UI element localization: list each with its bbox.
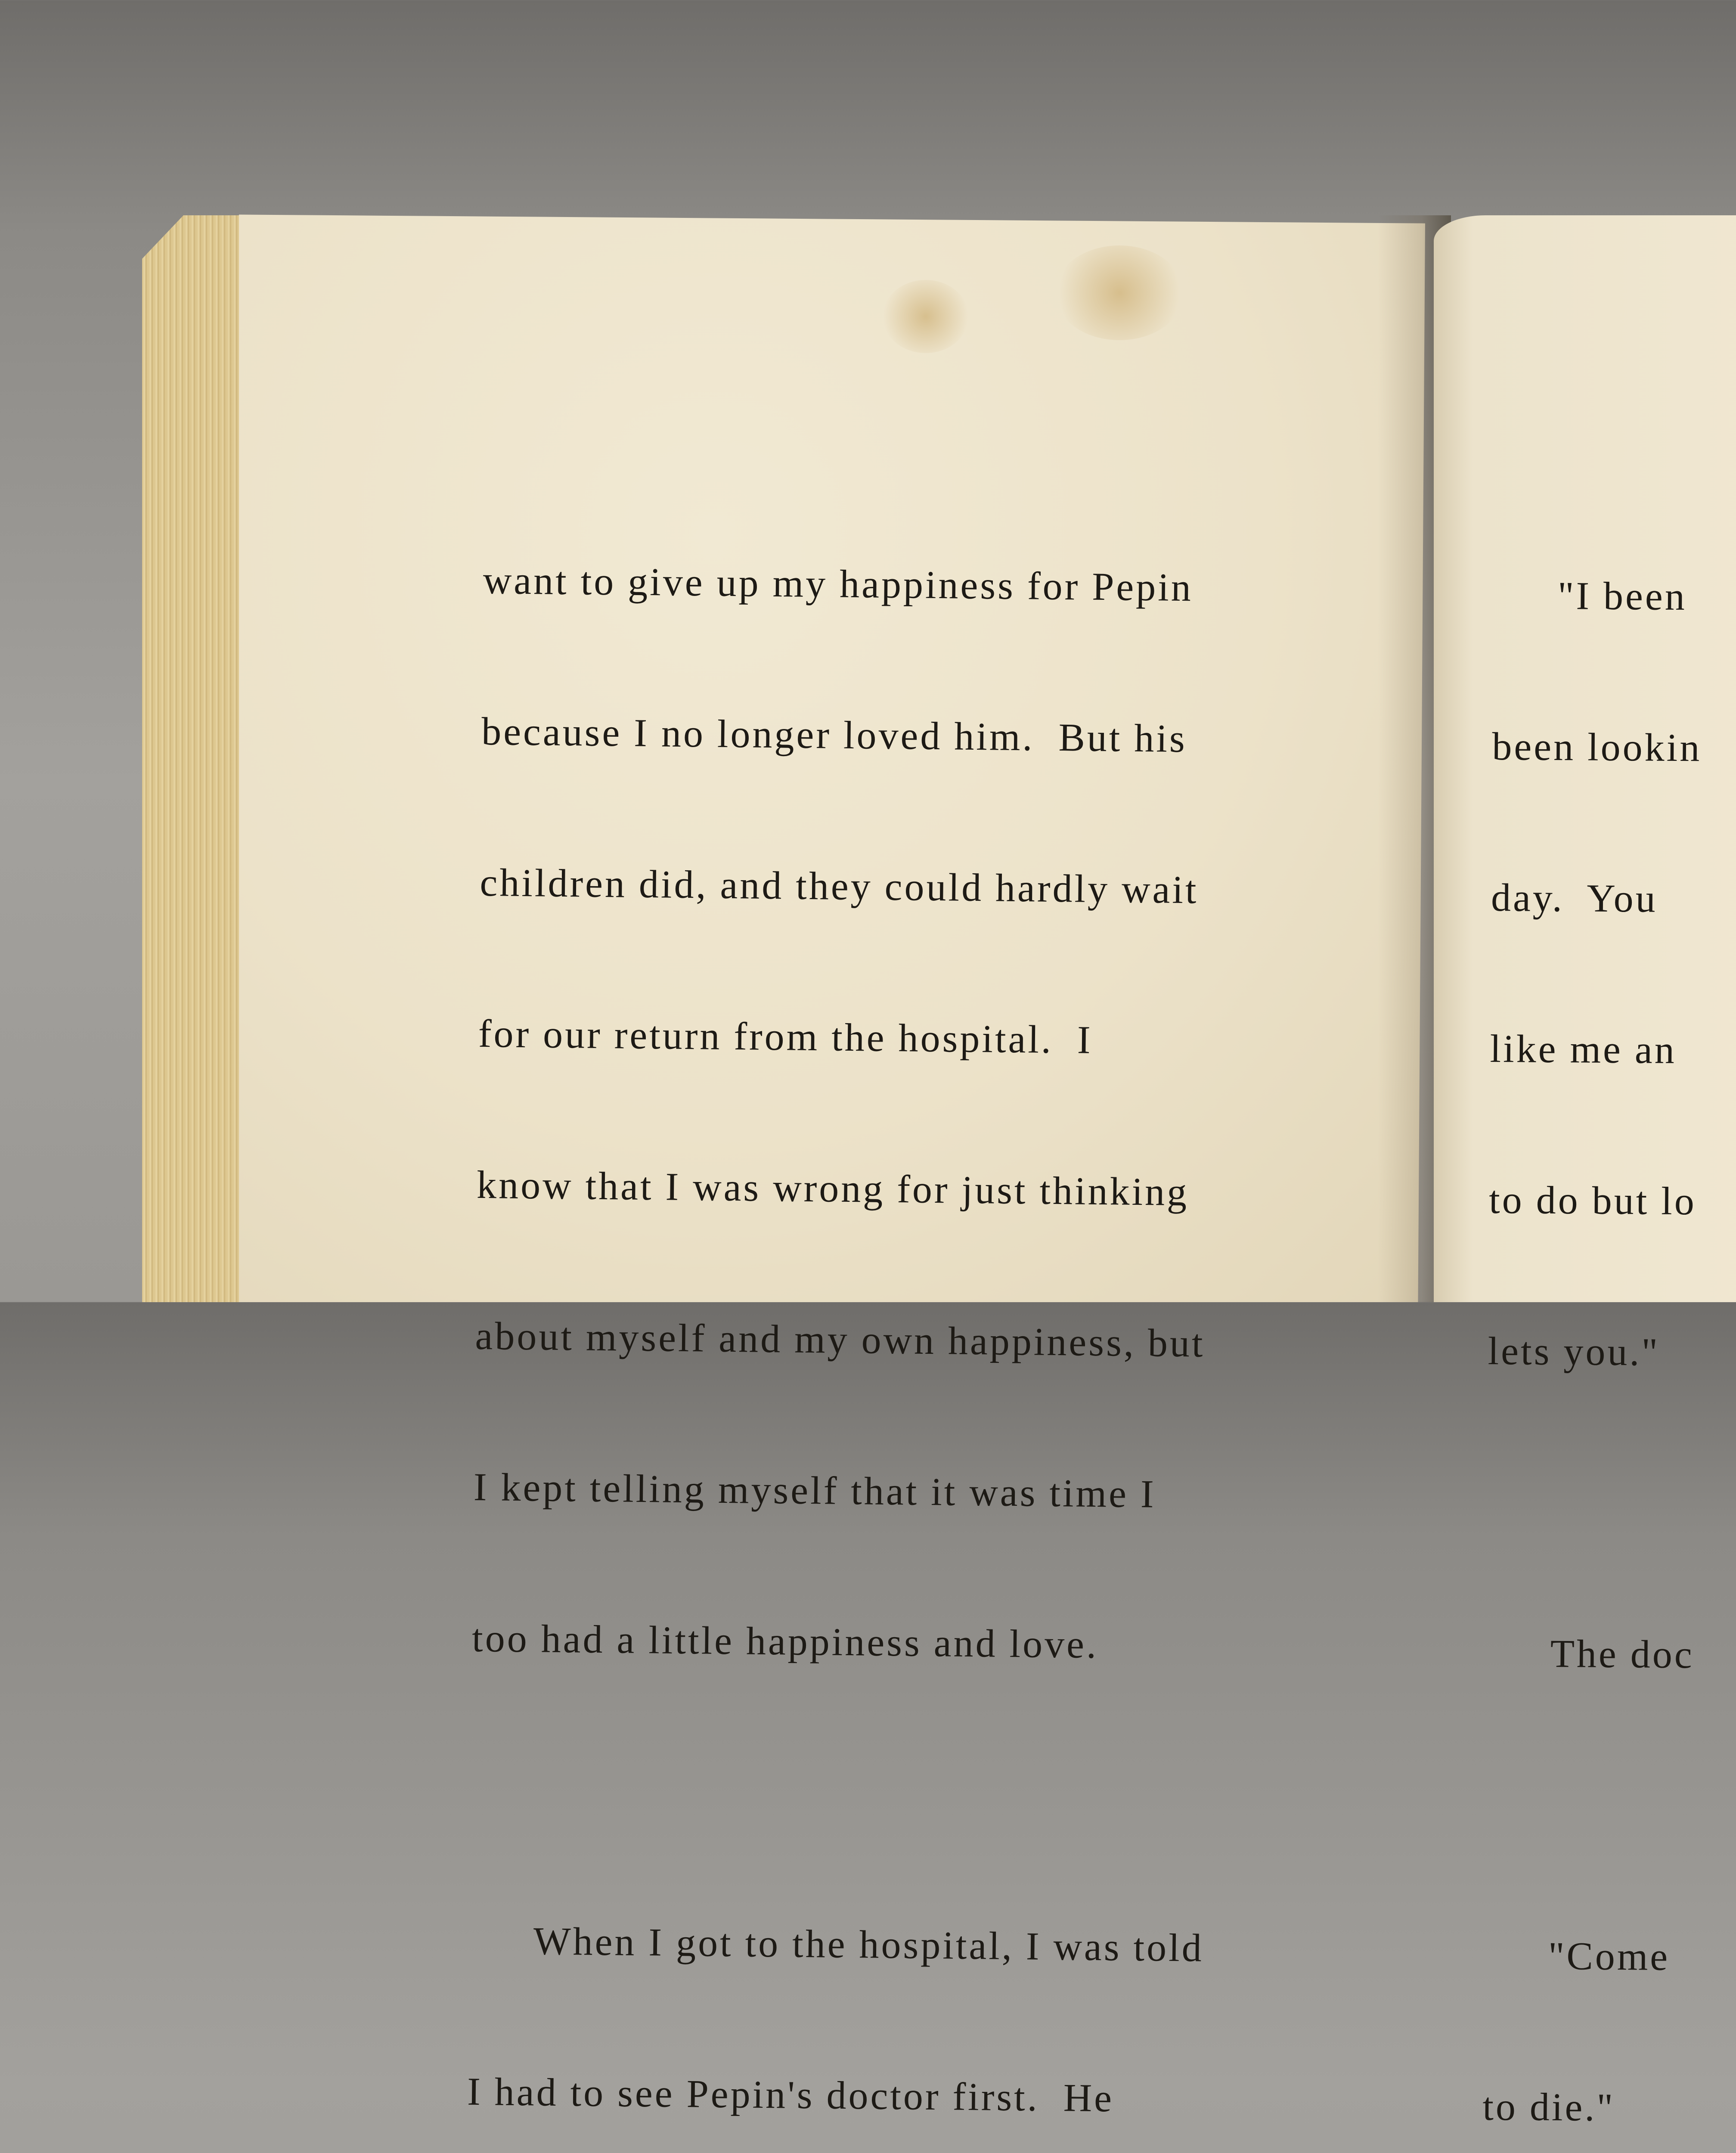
- text-line: because I no longer loved him. But his: [481, 709, 1187, 761]
- text-line: "Come: [1548, 1933, 1670, 1979]
- right-page-text: [1476, 469, 1704, 2153]
- text-line: been lookin: [1492, 724, 1702, 770]
- text-line: The doc: [1550, 1631, 1695, 1677]
- paragraph-gap: [1487, 1477, 1697, 1529]
- text-line: want to give up my happiness for Pepin: [483, 558, 1194, 610]
- text-line: to do but lo: [1488, 1177, 1697, 1223]
- text-line: for our return from the hospital. I: [478, 1011, 1093, 1062]
- text-line: too had a little happiness and love.: [471, 1616, 1099, 1667]
- text-line: day. You: [1491, 875, 1658, 921]
- water-stain: [1055, 245, 1184, 340]
- text-line: about myself and my own happiness, but: [475, 1313, 1206, 1365]
- left-page-text: [456, 454, 1226, 2153]
- text-line: "I been: [1557, 574, 1687, 619]
- text-line: like me an: [1490, 1026, 1677, 1072]
- text-line: children did, and they could hardly wait: [480, 860, 1199, 912]
- paragraph-gap: [1485, 1779, 1695, 1831]
- text-line: When I got to the hospital, I was told: [533, 1919, 1204, 1970]
- water-stain: [883, 280, 969, 353]
- text-line: lets you.": [1488, 1328, 1660, 1374]
- text-line: know that I was wrong for just thinking: [476, 1162, 1189, 1214]
- paragraph-gap: [470, 1764, 1212, 1822]
- text-line: I had to see Pepin's doctor first. He: [467, 2069, 1114, 2120]
- text-line: I kept telling myself that it was time I: [473, 1464, 1156, 1516]
- page-block-edge: [142, 215, 245, 1302]
- text-line: to die.": [1482, 2084, 1615, 2130]
